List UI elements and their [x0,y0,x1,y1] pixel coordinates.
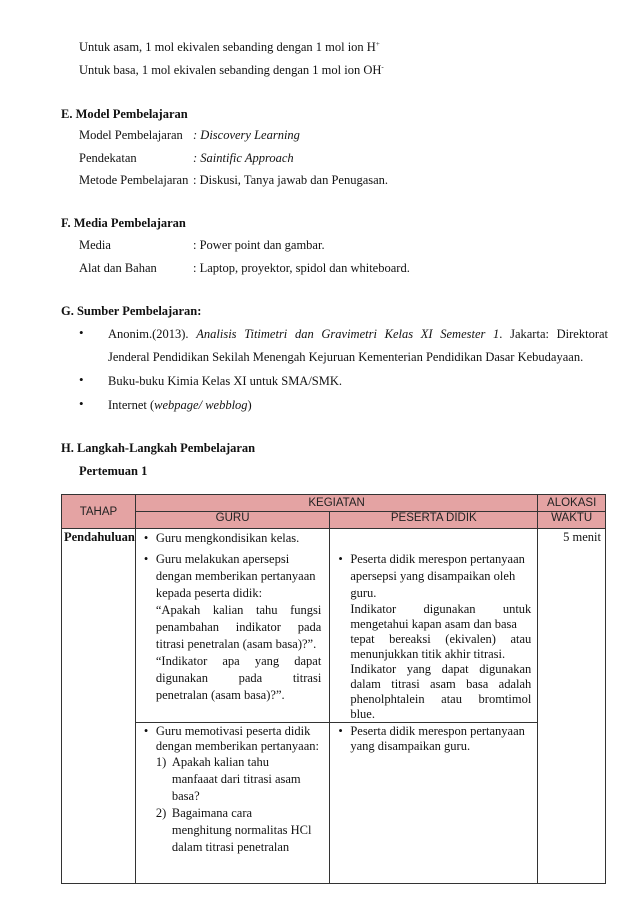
alat-label: Alat dan Bahan [79,261,157,275]
peserta-cell-1 [330,529,538,723]
sumber-item-3: Internet (webpage/ webblog) [108,398,252,412]
guru-item-2-line: kepada peserta didik: [155,586,263,600]
header-alokasi: ALOKASI [538,495,606,512]
peserta-item-1-line: tepat bereaksi (ekivalen) atau [350,632,532,646]
guru-item-2-line: digunakan pada titrasi [155,671,322,685]
model-label: Model Pembelajaran [79,128,183,142]
peserta-item-1-line: Indikator digunakan untuk [350,602,532,616]
section-h-heading: H. Langkah-Langkah Pembelajaran [61,441,256,455]
sumber-item-2: Buku-buku Kimia Kelas XI untuk SMA/SMK. [108,374,343,388]
stage-cell [62,529,136,884]
guru-cell-1 [135,529,329,723]
intro-asam: Untuk asam, 1 mol ekivalen sebanding dengan 1 mol ion H+ [79,40,380,55]
bullet-icon: • [79,396,84,411]
question-1-number: 1) [155,755,167,769]
sumber-item-1-cont: Jenderal Pendidikan Sekilah Menengah Kejuruan Kementerian Pendidikan Dasar Kebudayaan. [108,350,584,364]
guru-item-3-line: dengan memberikan pertanyaan: [155,739,319,753]
question-1-text: Apakah kalian tahu [171,755,270,769]
peserta-item-1: • Peserta didik merespon pertanyaan [334,551,531,568]
section-f-heading: F. Media Pembelajaran [61,216,186,230]
header-tahap: TAHAP [62,495,136,529]
question-1 [156,754,321,771]
stage-label: Pendahuluan [64,530,135,544]
kegiatan-table [61,494,606,884]
peserta-cell-2 [330,723,538,884]
guru-item-2-line: penetralan (asam basa)?”. [155,688,285,702]
header-peserta: PESERTA DIDIK [330,512,538,529]
guru-item-1: • Guru mengkondisikan kelas. [140,530,321,547]
guru-item-2-line: “Apakah kalian tahu fungsi [155,603,322,617]
time-cell [538,529,606,884]
question-1-line: manfaaat dari titrasi asam [171,772,301,786]
guru-item-2-line: titrasi penetralan (asam basa)?”. [155,637,317,651]
question-2-text: Bagaimana cara [171,806,253,820]
header-waktu: WAKTU [538,512,606,529]
bullet-icon: • [79,372,84,387]
peserta-item-1-line: guru. [350,586,377,600]
guru-item-2-line: penambahan indikator pada [155,620,322,634]
pertemuan-label: Pertemuan 1 [79,464,148,478]
peserta-item-2-line: yang disampaikan guru. [350,739,471,753]
peserta-item-1-line: phenolphtalein atau bromtimol [350,692,532,706]
question-2-line: dalam titrasi penetralan [171,840,290,854]
media-value: : Power point dan gambar. [193,238,325,252]
question-2-line: menghitung normalitas HCl [171,823,312,837]
intro-basa: Untuk basa, 1 mol ekivalen sebanding dengan 1 mol ion OH- [79,63,384,78]
media-label: Media [79,238,111,252]
sumber-item-1: Anonim.(2013). Analisis Titimetri dan Gravimetri Kelas XI Semester 1. Jakarta: Direktorat [108,327,609,341]
alat-value: : Laptop, proyektor, spidol dan whiteboard. [193,261,410,275]
question-1-line: basa? [171,789,200,803]
peserta-item-1-line: mengetahui kapan asam dan basa [350,617,517,631]
peserta-item-2: • Peserta didik merespon pertanyaan [334,724,531,739]
peserta-item-1-line: blue. [350,707,375,721]
peserta-item-1-line: dalam titrasi asam basa adalah [350,677,532,691]
guru-item-2-line: dengan memberikan pertanyaan [155,569,316,583]
pendekatan-label: Pendekatan [79,151,137,165]
metode-label: Metode Pembelajaran [79,173,189,187]
peserta-item-1-line: apersepsi yang disampaikan oleh [350,569,516,583]
header-kegiatan: KEGIATAN [135,495,537,512]
model-value: : Discovery Learning [193,128,300,142]
guru-cell-2 [135,723,329,884]
pendekatan-value: : Saintific Approach [193,151,294,165]
guru-item-2-line: “Indikator apa yang dapat [155,654,322,668]
bullet-icon: • [79,325,84,340]
peserta-item-1-line: menunjukkan titik akhir titrasi. [350,647,506,661]
guru-item-2: • Guru melakukan apersepsi [140,551,321,568]
metode-value: : Diskusi, Tanya jawab dan Penugasan. [193,173,389,187]
peserta-item-1-line: Indikator yang dapat digunakan [350,662,532,676]
header-guru: GURU [135,512,329,529]
time-value: 5 menit [563,530,601,544]
section-e-heading: E. Model Pembelajaran [61,107,188,121]
guru-item-3: • Guru memotivasi peserta didik [140,724,321,739]
question-2 [156,805,321,822]
question-2-number: 2) [155,806,167,820]
section-g-heading: G. Sumber Pembelajaran: [61,304,202,318]
